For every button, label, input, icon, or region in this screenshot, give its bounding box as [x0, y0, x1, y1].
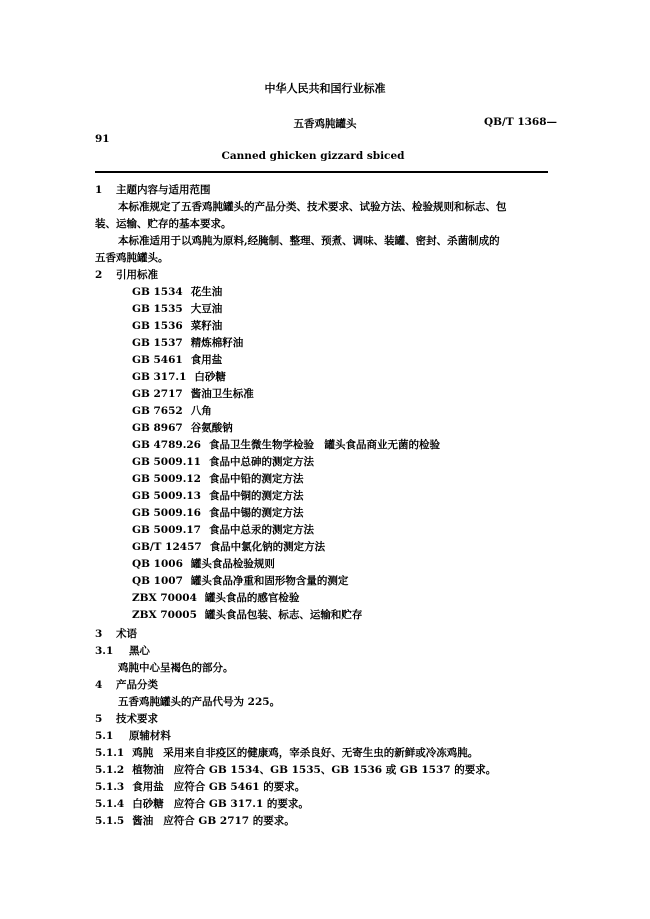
section-title: 主题内容与适用范围	[115, 184, 211, 196]
reference-item	[132, 301, 222, 316]
section-title: 术语	[115, 628, 137, 640]
reference-item	[132, 556, 275, 571]
reference-item	[132, 352, 222, 367]
paragraph-line: 装、运输、贮存的基本要求。	[95, 218, 232, 230]
reference-item	[132, 403, 212, 418]
reference-code: GB 8967	[132, 422, 183, 434]
reference-item	[132, 335, 243, 350]
reference-item	[132, 369, 226, 384]
header-rule	[95, 171, 548, 173]
reference-code: QB 1007	[132, 575, 183, 587]
reference-name: 食品中总汞的测定方法	[209, 524, 314, 536]
standard-number-year: 91	[95, 133, 110, 145]
reference-name: 罐头食品包装、标志、运输和贮存	[204, 609, 363, 621]
reference-code: GB 5009.11	[132, 456, 201, 468]
reference-item	[132, 573, 348, 588]
clause-text: 应符合 GB 5461 的要求。	[173, 781, 306, 793]
clause-item	[95, 779, 305, 794]
clause-number: 5.1.5	[95, 815, 125, 827]
reference-name: 罐头食品检验规则	[190, 558, 275, 570]
subsection-title: 黑心	[128, 645, 150, 657]
reference-name: 大豆油	[190, 303, 223, 315]
reference-item	[132, 386, 254, 401]
clause-number: 5.1.2	[95, 764, 125, 776]
title-english: Canned ghicken gizzard sbiced	[221, 150, 405, 162]
reference-code: GB 5009.13	[132, 490, 201, 502]
paragraph-line: 五香鸡肫罐头。	[95, 252, 169, 264]
section-title: 产品分类	[115, 679, 158, 691]
reference-name: 罐头食品净重和固形物含量的测定	[190, 575, 349, 587]
reference-item	[132, 488, 304, 503]
section-number: 1	[95, 184, 103, 196]
subsection-number: 5.1	[95, 730, 114, 742]
clause-number: 5.1.4	[95, 798, 125, 810]
paragraph-line: 五香鸡肫罐头的产品代号为 225。	[118, 696, 281, 708]
section-title: 技术要求	[115, 713, 158, 725]
clause-text: 应符合 GB 2717 的要求。	[163, 815, 295, 827]
clause-label: 植物油	[132, 764, 164, 776]
subsection-title: 原辅材料	[128, 730, 171, 742]
title-chinese: 五香鸡肫罐头	[293, 118, 357, 130]
reference-item	[132, 437, 440, 452]
standard-header: 中华人民共和国行业标准	[264, 82, 386, 95]
reference-name: 花生油	[190, 286, 223, 298]
reference-code: ZBX 70004	[132, 592, 197, 604]
reference-name: 食品中铅的测定方法	[209, 473, 304, 485]
clause-label: 食用盐	[132, 781, 164, 793]
reference-code: GB 1535	[132, 303, 183, 315]
reference-name: 罐头食品的感官检验	[204, 592, 300, 604]
reference-code: GB 5461	[132, 354, 183, 366]
reference-code: GB 317.1	[132, 371, 187, 383]
clause-item	[95, 745, 478, 760]
reference-item	[132, 590, 299, 605]
reference-name: 菜籽油	[190, 320, 223, 332]
clause-number: 5.1.1	[95, 747, 125, 759]
clause-item	[95, 813, 295, 828]
paragraph-line: 鸡肫中心呈褐色的部分。	[118, 662, 234, 674]
reference-item	[132, 522, 314, 537]
clause-item	[95, 796, 309, 811]
clause-text: 采用来自非疫区的健康鸡，宰杀良好、无寄生虫的新鲜或冷冻鸡肫。	[163, 747, 479, 759]
subsection-number: 3.1	[95, 645, 114, 657]
reference-name: 精炼棉籽油	[190, 337, 244, 349]
paragraph-line: 本标准适用于以鸡肫为原料,经腌制、整理、预煮、调味、装罐、密封、杀菌制成的	[118, 235, 500, 247]
reference-item	[132, 284, 222, 299]
clause-number: 5.1.3	[95, 781, 125, 793]
reference-code: GB 5009.16	[132, 507, 201, 519]
clause-text: 应符合 GB 317.1 的要求。	[173, 798, 309, 810]
reference-name: 谷氨酸钠	[190, 422, 233, 434]
reference-name: 食品中总砷的测定方法	[209, 456, 314, 468]
paragraph-line: 本标准规定了五香鸡肫罐头的产品分类、技术要求、试验方法、检验规则和标志、包	[118, 201, 507, 213]
standard-number: QB/T 1368—	[484, 116, 558, 128]
reference-code: ZBX 70005	[132, 609, 197, 621]
subsection-heading	[95, 643, 150, 658]
reference-code: GB 5009.17	[132, 524, 201, 536]
section-title: 引用标准	[115, 269, 158, 281]
reference-name: 酱油卫生标准	[190, 388, 254, 400]
reference-name: 白砂糖	[194, 371, 226, 383]
reference-code: GB/T 12457	[132, 541, 202, 553]
clause-text: 应符合 GB 1534、GB 1535、GB 1536 或 GB 1537 的要求。	[173, 764, 497, 776]
clause-label: 鸡肫	[132, 747, 154, 759]
reference-name: 食品中锡的测定方法	[209, 507, 304, 519]
reference-name: 食品卫生微生物学检验 罐头食品商业无菌的检验	[209, 439, 440, 451]
reference-code: GB 7652	[132, 405, 183, 417]
section-3-heading	[95, 626, 137, 641]
reference-code: GB 1536	[132, 320, 183, 332]
reference-name: 食品中氯化钠的测定方法	[209, 541, 326, 553]
reference-code: QB 1006	[132, 558, 183, 570]
reference-name: 八角	[190, 405, 212, 417]
section-number: 3	[95, 628, 103, 640]
section-number: 4	[95, 679, 103, 691]
reference-name: 食用盐	[190, 354, 223, 366]
reference-item	[132, 454, 314, 469]
section-1-heading	[95, 182, 210, 197]
reference-item	[132, 539, 325, 554]
reference-code: GB 4789.26	[132, 439, 201, 451]
section-number: 2	[95, 269, 103, 281]
section-5-heading	[95, 711, 158, 726]
reference-item	[132, 505, 304, 520]
section-4-heading	[95, 677, 158, 692]
reference-item	[132, 318, 222, 333]
reference-item	[132, 420, 233, 435]
reference-code: GB 5009.12	[132, 473, 201, 485]
clause-label: 酱油	[132, 815, 154, 827]
reference-item	[132, 607, 362, 622]
clause-label: 白砂糖	[132, 798, 164, 810]
section-number: 5	[95, 713, 103, 725]
reference-code: GB 1537	[132, 337, 183, 349]
reference-code: GB 2717	[132, 388, 183, 400]
subsection-heading	[95, 728, 171, 743]
reference-item	[132, 471, 304, 486]
clause-item	[95, 762, 496, 777]
section-2-heading	[95, 267, 158, 282]
reference-code: GB 1534	[132, 286, 183, 298]
reference-name: 食品中铜的测定方法	[209, 490, 304, 502]
